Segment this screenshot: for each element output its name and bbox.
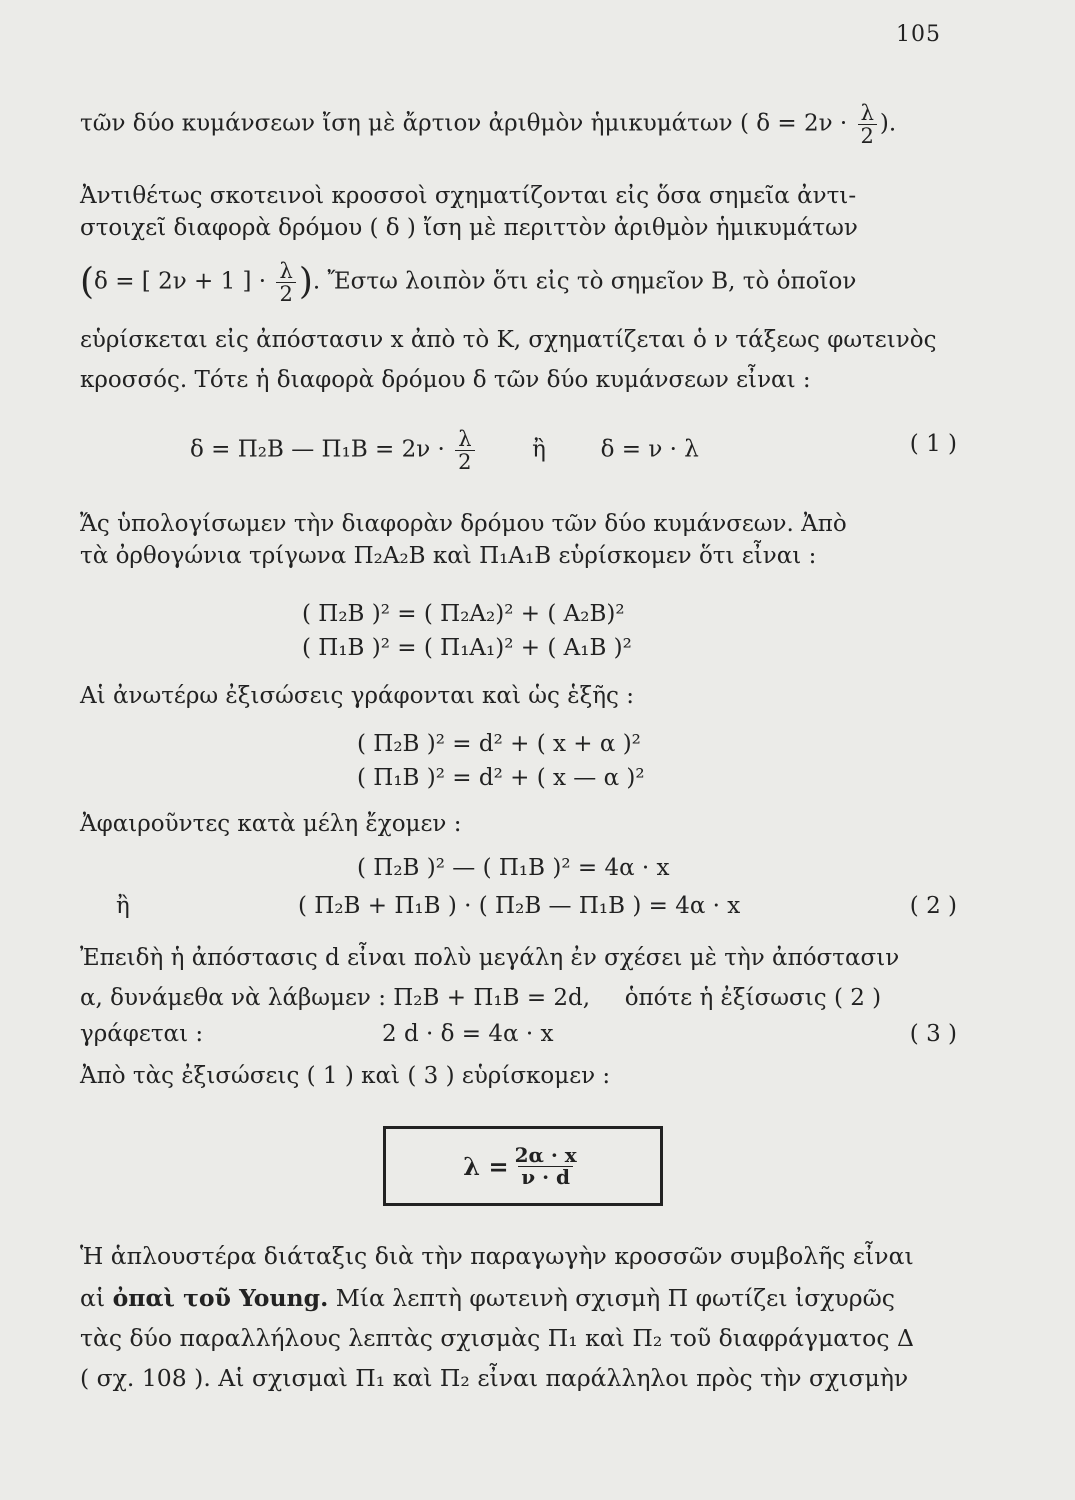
text-line-6 xyxy=(80,364,956,396)
equation-expanded-2: ( Π₂Β )² = d² + ( x + α )² xyxy=(357,731,641,757)
text-line-19 xyxy=(80,982,956,1014)
equation-3: 2 d · δ = 4α · x xyxy=(382,1021,554,1047)
text-line-25-content: ( σχ. 108 ). Αἱ σχισμαὶ Π₁ καὶ Π₂ εἶναι παράλληλοι πρὸς τὴν σχισμὴν xyxy=(80,1364,909,1392)
equation-2-number: ( 2 ) xyxy=(909,893,957,919)
text-line-8 xyxy=(80,508,956,540)
fraction-numerator: λ xyxy=(279,259,293,283)
text-line-3 xyxy=(80,212,956,244)
text-line-2-content: Ἀντιθέτως σκοτεινοὶ κροσσοὶ σχηματίζονται εἰς ὅσα σημεῖα ἀντι- xyxy=(80,183,857,209)
text-line-18 xyxy=(80,942,956,974)
equation-2: ( Π₂Β + Π₁Β ) · ( Π₂Β — Π₁Β ) = 4α · x xyxy=(298,893,741,919)
text-line-9-content: τὰ ὀρθογώνια τρίγωνα Π₂Α₂Β καὶ Π₁Α₁Β εὑρίσκομεν ὅτι εἶναι : xyxy=(80,543,817,569)
text-line-5-content: εὑρίσκεται εἰς ἀπόστασιν x ἀπὸ τὸ Κ, σχηματίζεται ὁ ν τάξεως φωτεινὸς xyxy=(80,327,937,353)
text-line-6-content: κροσσός. Τότε ἡ διαφορὰ δρόμου δ τῶν δύο κυμάνσεων εἶναι : xyxy=(80,367,811,393)
equation-expanded-1: ( Π₁Β )² = d² + ( x — α )² xyxy=(357,765,645,791)
text-line-23-end: Μία λεπτὴ φωτεινὴ σχισμὴ Π φωτίζει ἰσχυρῶς xyxy=(335,1284,895,1312)
boxed-fraction-denominator: ν · d xyxy=(518,1166,573,1188)
fraction-lambda-over-2 xyxy=(858,102,877,147)
fraction-lambda-over-2 xyxy=(276,260,295,305)
text-line-1-main: τῶν δύο κυμάνσεων ἴση μὲ ἄρτιον ἀριθμὸν ἡμικυμάτων ( δ = 2ν · xyxy=(80,110,848,137)
fraction-lambda-over-2 xyxy=(455,428,474,473)
text-line-12 xyxy=(80,680,956,712)
text-line-22 xyxy=(80,1240,956,1272)
boxed-formula xyxy=(383,1126,663,1206)
equation-2-or: ἢ xyxy=(116,893,130,919)
text-line-9 xyxy=(80,540,956,572)
text-line-4-formula: δ = [ 2ν + 1 ] · xyxy=(94,268,267,295)
fraction-denominator: 2 xyxy=(276,282,295,305)
equation-1-right: δ = ν · λ xyxy=(600,436,699,463)
text-line-1 xyxy=(80,102,956,147)
text-line-21 xyxy=(80,1060,956,1092)
equation-1-number: ( 1 ) xyxy=(909,431,957,457)
close-paren: ) xyxy=(298,261,313,303)
fraction-denominator: 2 xyxy=(455,450,474,473)
boxed-formula-lhs: λ = xyxy=(463,1151,509,1181)
text-line-4: (δ = [ 2ν + 1 ] · $\frac{\lambda}{2}$ ). Ἔστω λοιπὸν ὅτι εἰς τὸ σημεῖον Β, τὸ ὁποῖον xyxy=(80,259,857,307)
boxed-fraction-numerator: 2α · x xyxy=(514,1142,577,1167)
text-line-15 xyxy=(80,808,956,840)
text-line-19-right: ὁπότε ἡ ἐξίσωσις ( 2 ) xyxy=(624,985,882,1011)
equation-3-number: ( 3 ) xyxy=(909,1021,957,1047)
fraction-numerator: λ xyxy=(458,427,472,451)
equation-pythagoras-2: ( Π₂Β )² = ( Π₂Α₂)² + ( Α₂Β)² xyxy=(302,601,625,627)
text-line-1-close: ). xyxy=(879,110,897,137)
bold-term-young-holes: ὀπαὶ τοῦ Young. xyxy=(112,1284,329,1312)
text-line-3-content: στοιχεῖ διαφορὰ δρόμου ( δ ) ἴση μὲ περιττὸν ἀριθμὸν ἡμικυμάτων xyxy=(80,215,858,241)
text-line-24 xyxy=(80,1322,956,1354)
text-line-5 xyxy=(80,324,956,356)
text-line-25 xyxy=(80,1362,956,1394)
text-line-2 xyxy=(80,180,956,212)
text-line-23 xyxy=(80,1282,956,1314)
text-line-22-content: Ἡ ἁπλουστέρα διάταξις διὰ τὴν παραγωγὴν κροσσῶν συμβολῆς εἶναι xyxy=(80,1242,914,1270)
page-number: 105 xyxy=(896,22,941,47)
text-line-24-content: τὰς δύο παραλλήλους λεπτὰς σχισμὰς Π₁ καὶ Π₂ τοῦ διαφράγματος Δ xyxy=(80,1324,914,1352)
text-line-20-content: γράφεται : xyxy=(80,1021,204,1047)
text-line-19-left: α, δυνάμεθα νὰ λάβωμεν : Π₂Β + Π₁Β = 2d, xyxy=(80,985,591,1011)
fraction-numerator: λ xyxy=(860,101,874,125)
text-line-18-content: Ἐπειδὴ ἡ ἀπόστασις d εἶναι πολὺ μεγάλη ἐν σχέσει μὲ τὴν ἀπόστασιν xyxy=(80,945,900,971)
text-line-8-content: Ἄς ὑπολογίσωμεν τὴν διαφορὰν δρόμου τῶν δύο κυμάνσεων. Ἀπὸ xyxy=(80,511,847,537)
open-paren: ( xyxy=(80,261,95,303)
text-line-12-content: Αἱ ἀνωτέρω ἐξισώσεις γράφονται καὶ ὡς ἑξῆς : xyxy=(80,683,634,709)
fraction-denominator: 2 xyxy=(858,124,877,147)
equation-difference: ( Π₂Β )² — ( Π₁Β )² = 4α · x xyxy=(357,855,670,881)
text-line-21-content: Ἀπὸ τὰς ἐξισώσεις ( 1 ) καὶ ( 3 ) εὑρίσκομεν : xyxy=(80,1063,611,1089)
equation-1-left: δ = Π₂Β — Π₁Β = 2ν · xyxy=(190,436,445,463)
text-line-23-start: αἱ xyxy=(80,1284,106,1312)
equation-pythagoras-1: ( Π₁Β )² = ( Π₁Α₁)² + ( Α₁Β )² xyxy=(302,635,632,661)
equation-1-or: ἢ xyxy=(532,436,546,463)
text-line-15-content: Ἀφαιροῦντες κατὰ μέλη ἔχομεν : xyxy=(80,811,462,837)
text-line-4-text: Ἔστω λοιπὸν ὅτι εἰς τὸ σημεῖον Β, τὸ ὁποῖον xyxy=(327,268,857,295)
boxed-fraction xyxy=(512,1142,580,1189)
equation-1 xyxy=(190,428,699,473)
